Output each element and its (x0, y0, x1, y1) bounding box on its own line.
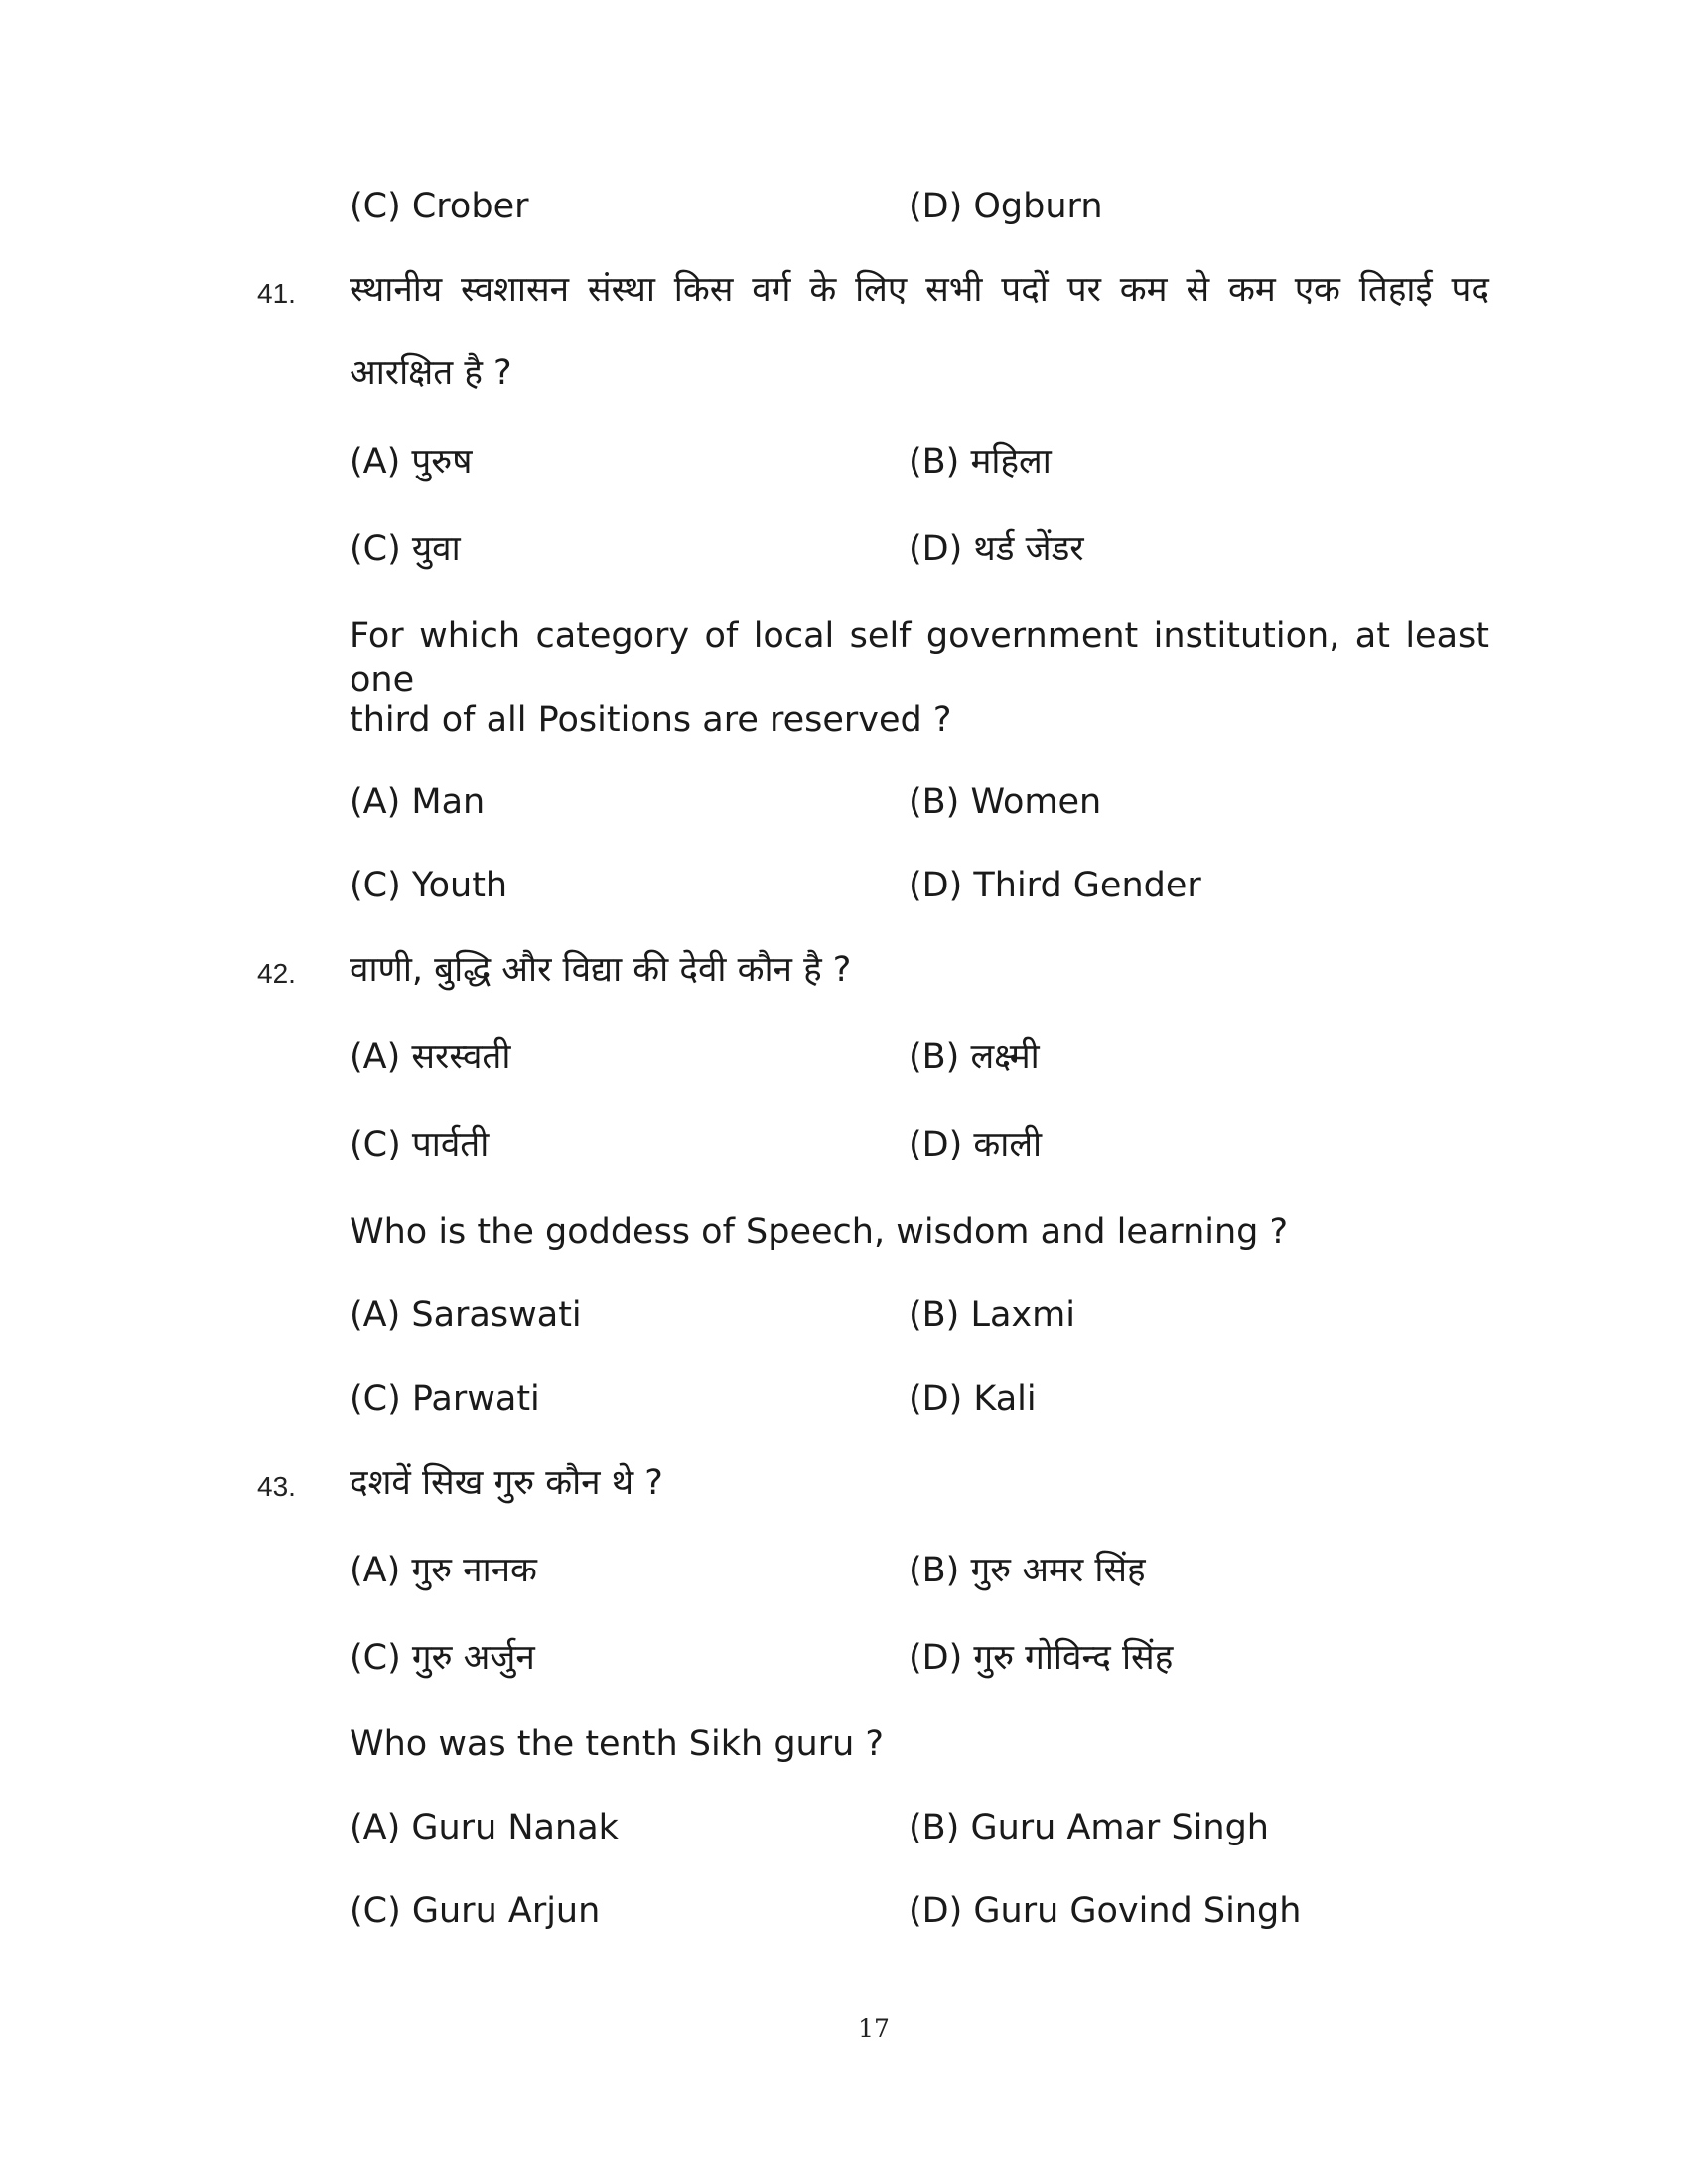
q43-hindi-option-c: (C) गुरु अर्जुन (350, 1638, 535, 1678)
q41-hindi-option-c: (C) युवा (350, 529, 461, 569)
q43-english-option-b: (B) Guru Amar Singh (909, 1808, 1269, 1847)
q41-english-option-b: (B) Women (909, 782, 1102, 822)
q41-english-option-c: (C) Youth (350, 866, 508, 905)
q43-english-question: Who was the tenth Sikh guru ? (350, 1724, 884, 1764)
q41-english-question-line1: For which category of local self government institution, at least one (350, 616, 1489, 700)
page-number: 17 (858, 2014, 890, 2043)
q41-english-question-line2: third of all Positions are reserved ? (350, 700, 952, 740)
q41-english-option-d: (D) Third Gender (909, 866, 1201, 905)
q42-hindi-option-a: (A) सरस्वती (350, 1037, 511, 1077)
option-d-prev: (D) Ogburn (909, 187, 1103, 226)
q43-hindi-option-d: (D) गुरु गोविन्द सिंह (909, 1638, 1174, 1678)
option-c-prev: (C) Crober (350, 187, 529, 226)
q42-hindi-option-d: (D) काली (909, 1125, 1043, 1164)
q42-english-option-a: (A) Saraswati (350, 1296, 582, 1335)
q42-english-option-b: (B) Laxmi (909, 1296, 1075, 1335)
q43-english-option-a: (A) Guru Nanak (350, 1808, 619, 1847)
q41-hindi-option-a: (A) पुरुष (350, 442, 473, 481)
q43-hindi-question: दशवें सिख गुरु कौन थे ? (350, 1463, 663, 1503)
q41-hindi-option-b: (B) महिला (909, 442, 1052, 481)
q41-english-option-a: (A) Man (350, 782, 486, 822)
q41-hindi-question-line2: आरक्षित है ? (350, 353, 512, 393)
q41-hindi-option-d: (D) थर्ड जेंडर (909, 529, 1084, 569)
q42-hindi-question: वाणी, बुद्धि और विद्या की देवी कौन है ? (350, 950, 852, 990)
q43-hindi-option-a: (A) गुरु नानक (350, 1551, 537, 1590)
q43-english-option-c: (C) Guru Arjun (350, 1891, 601, 1931)
q43-english-option-d: (D) Guru Govind Singh (909, 1891, 1302, 1931)
q43-hindi-option-b: (B) गुरु अमर सिंह (909, 1551, 1146, 1590)
q42-hindi-option-c: (C) पार्वती (350, 1125, 490, 1164)
question-number-41: 41. (257, 278, 296, 309)
q42-english-question: Who is the goddess of Speech, wisdom and learning ? (350, 1212, 1289, 1252)
question-number-42: 42. (257, 958, 296, 989)
q42-english-option-d: (D) Kali (909, 1379, 1037, 1419)
question-number-43: 43. (257, 1471, 296, 1502)
q41-hindi-question-line1: स्थानीय स्वशासन संस्था किस वर्ग के लिए सभी पदों पर कम से कम एक तिहाई पद (350, 270, 1489, 310)
q42-hindi-option-b: (B) लक्ष्मी (909, 1037, 1040, 1077)
q42-english-option-c: (C) Parwati (350, 1379, 540, 1419)
